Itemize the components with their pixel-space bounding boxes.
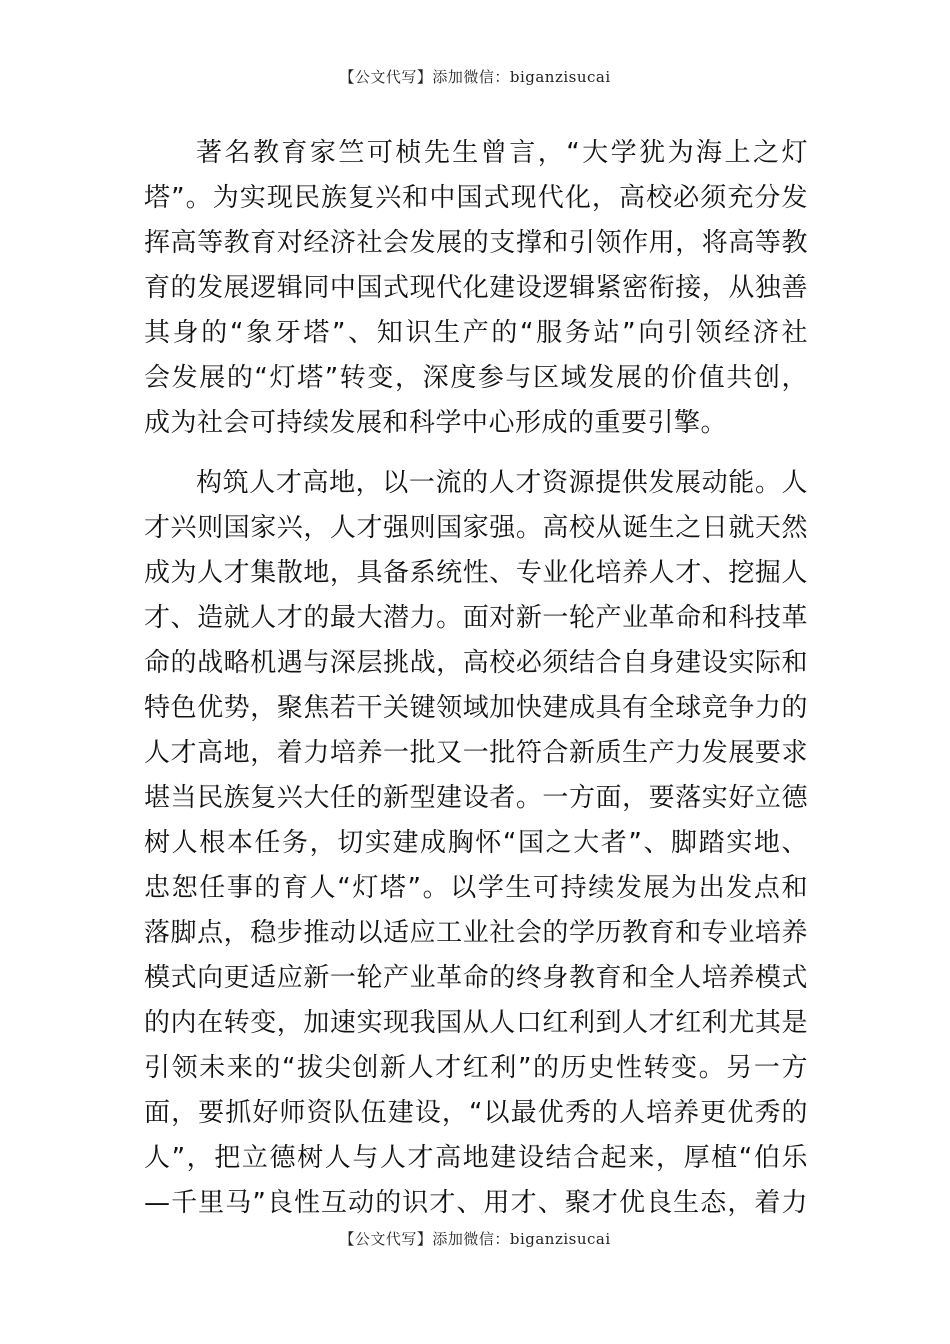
text-line: 塔”。为实现民族复兴和中国式现代化，高校必须充分发 — [144, 183, 808, 213]
text-line: 人”，把立德树人与人才高地建设结合起来，厚植“伯乐 — [144, 1143, 808, 1173]
text-line: 面，要抓好师资队伍建设，“以最优秀的人培养更优秀的 — [144, 1098, 808, 1128]
text-line: 特色优势，聚焦若干关键领域加快建成具有全球竞争力的 — [144, 693, 808, 723]
text-line: 著名教育家竺可桢先生曾言，“大学犹为海上之灯 — [196, 138, 808, 168]
page-header: 【公文代写】添加微信：biganzisucai — [339, 68, 611, 86]
text-line: 会发展的“灯塔”转变，深度参与区域发展的价值共创， — [144, 363, 808, 393]
text-line: 的内在转变，加速实现我国从人口红利到人才红利尤其是 — [144, 1008, 808, 1038]
paragraph-1 — [144, 131, 808, 446]
text-line: 树人根本任务，切实建成胸怀“国之大者”、脚踏实地、 — [144, 828, 808, 858]
text-line: 构筑人才高地，以一流的人才资源提供发展动能。人 — [196, 468, 808, 498]
text-line: 成为社会可持续发展和科学中心形成的重要引擎。 — [144, 408, 728, 438]
document-body — [144, 131, 808, 1226]
text-line: 落脚点，稳步推动以适应工业社会的学历教育和专业培养 — [144, 918, 808, 948]
text-line: —千里马”良性互动的识才、用才、聚才优良生态，着力 — [144, 1188, 808, 1218]
text-line: 挥高等教育对经济社会发展的支撑和引领作用，将高等教 — [144, 228, 808, 258]
text-line: 才、造就人才的最大潜力。面对新一轮产业革命和科技革 — [144, 603, 808, 633]
text-line: 忠恕任事的育人“灯塔”。以学生可持续发展为出发点和 — [144, 873, 808, 903]
page-footer: 【公文代写】添加微信：biganzisucai — [339, 1230, 611, 1248]
text-line: 命的战略机遇与深层挑战，高校必须结合自身建设实际和 — [144, 648, 808, 678]
text-line: 才兴则国家兴，人才强则国家强。高校从诞生之日就天然 — [144, 513, 808, 543]
text-line: 人才高地，着力培养一批又一批符合新质生产力发展要求 — [144, 738, 808, 768]
text-line: 成为人才集散地，具备系统性、专业化培养人才、挖掘人 — [144, 558, 808, 588]
paragraph-2 — [144, 461, 808, 1226]
text-line: 育的发展逻辑同中国式现代化建设逻辑紧密衔接，从独善 — [144, 273, 808, 303]
text-line: 模式向更适应新一轮产业革命的终身教育和全人培养模式 — [144, 963, 808, 993]
text-line: 引领未来的“拔尖创新人才红利”的历史性转变。另一方 — [144, 1053, 808, 1083]
text-line: 堪当民族复兴大任的新型建设者。一方面，要落实好立德 — [144, 783, 808, 813]
text-line: 其身的“象牙塔”、知识生产的“服务站”向引领经济社 — [144, 318, 808, 348]
